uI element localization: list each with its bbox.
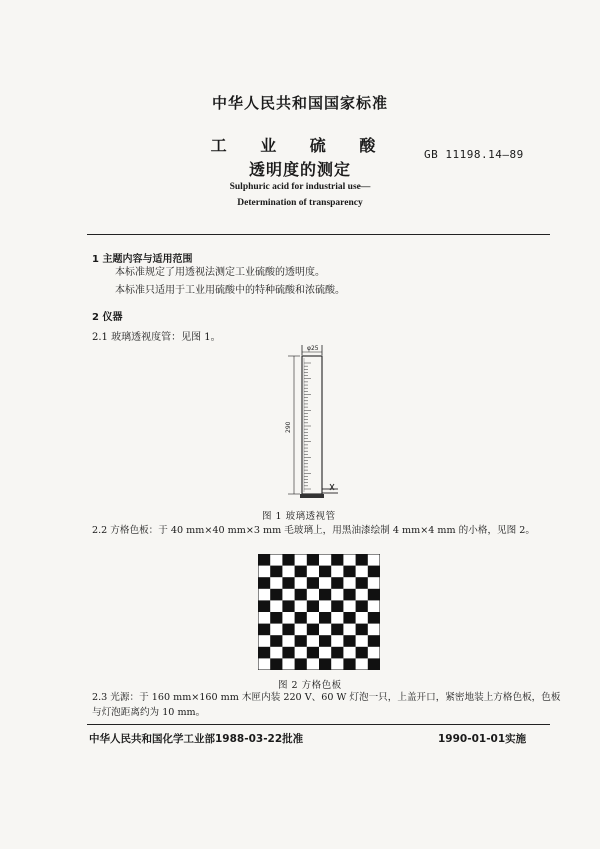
- checkerboard-cell: [319, 566, 331, 578]
- approval-statement: 中华人民共和国化学工业部1988-03-22批准: [89, 733, 304, 745]
- checkerboard-cell: [258, 600, 270, 612]
- checkerboard-cell: [356, 577, 368, 589]
- checkerboard-cell: [270, 612, 282, 624]
- english-title-line2: Determination of transparency: [237, 198, 363, 208]
- checkerboard-cell: [282, 554, 294, 566]
- checkerboard-cell: [307, 624, 319, 636]
- checkerboard-cell: [258, 624, 270, 636]
- checkerboard-cell: [331, 600, 343, 612]
- checkerboard-cell: [270, 635, 282, 647]
- checkerboard-cell: [356, 600, 368, 612]
- checkerboard-cell: [307, 647, 319, 659]
- checkerboard-cell: [295, 589, 307, 601]
- graduation-ticks: [304, 363, 311, 489]
- checkerboard-cell: [270, 566, 282, 578]
- checkerboard-cell: [368, 658, 380, 670]
- figure-2-checkerboard: [258, 554, 380, 670]
- checkerboard-cell: [282, 577, 294, 589]
- checkerboard-cell: [343, 612, 355, 624]
- checkerboard-cell: [282, 600, 294, 612]
- checkerboard-cell: [319, 612, 331, 624]
- checkerboard-cell: [331, 577, 343, 589]
- checkerboard-cell: [368, 612, 380, 624]
- checkerboard-cell: [295, 612, 307, 624]
- checkerboard-cell: [258, 577, 270, 589]
- section-2-heading: 2 仪器: [92, 312, 123, 323]
- checkerboard-cell: [258, 647, 270, 659]
- clause-2-3-line-1: 2.3 光源：于 160 mm×160 mm 木匣内装 220 V、60 W 灯泡一只，上盖开口，紧密地装上方格色板，色板: [92, 692, 561, 703]
- clause-2-2: 2.2 方格色板：于 40 mm×40 mm×3 mm 毛玻璃上，用黑油漆绘制 4 mm×4 mm 的小格，见图 2。: [92, 525, 535, 536]
- clause-2-1: 2.1 玻璃透视度管：见图 1。: [92, 332, 221, 343]
- document-title: 工 业 硫 酸: [210, 136, 390, 155]
- checkerboard-cell: [343, 589, 355, 601]
- footer-divider: [87, 724, 550, 725]
- standard-number: GB 11198.14—89: [424, 148, 524, 161]
- header-divider: [87, 234, 550, 235]
- checkerboard-cell: [307, 600, 319, 612]
- checkerboard-cell: [343, 566, 355, 578]
- figure-2-caption: 图 2 方格色板: [278, 680, 342, 691]
- clause-2-3-line-2: 与灯泡距离约为 10 mm。: [92, 707, 206, 718]
- figure-1-diameter-label: φ25: [307, 345, 319, 352]
- checkerboard-cell: [295, 635, 307, 647]
- checkerboard-cell: [331, 554, 343, 566]
- checkerboard-cell: [282, 624, 294, 636]
- checkerboard-cell: [331, 647, 343, 659]
- english-title-line1: Sulphuric acid for industrial use—: [229, 182, 371, 192]
- checkerboard-cell: [319, 635, 331, 647]
- checkerboard-cell: [258, 554, 270, 566]
- checkerboard-cell: [270, 589, 282, 601]
- section-1-heading: 1 主题内容与适用范围: [92, 254, 193, 265]
- checkerboard-cell: [368, 566, 380, 578]
- figure-1-height-label: 290: [285, 421, 292, 433]
- national-standard-heading: 中华人民共和国国家标准: [211, 94, 388, 112]
- figure-1-tube-drawing: [270, 343, 360, 508]
- checkerboard-cell: [295, 658, 307, 670]
- checkerboard-cell: [368, 589, 380, 601]
- section-1-paragraph-1: 本标准规定了用透视法测定工业硫酸的透明度。: [115, 267, 325, 278]
- checkerboard-cell: [319, 589, 331, 601]
- checkerboard-cell: [356, 624, 368, 636]
- document-subtitle: 透明度的测定: [248, 160, 351, 179]
- figure-1-caption: 图 1 玻璃透视管: [262, 511, 336, 522]
- checkerboard-cell: [307, 577, 319, 589]
- checkerboard-cell: [270, 658, 282, 670]
- checkerboard-cell: [343, 658, 355, 670]
- checkerboard-cell: [295, 566, 307, 578]
- checkerboard-cell: [343, 635, 355, 647]
- section-1-paragraph-2: 本标准只适用于工业用硫酸中的特种硫酸和浓硫酸。: [115, 285, 345, 296]
- checkerboard-cell: [282, 647, 294, 659]
- checkerboard-cell: [356, 554, 368, 566]
- checkerboard-cell: [368, 635, 380, 647]
- checkerboard-cell: [307, 554, 319, 566]
- checkerboard-cell: [319, 658, 331, 670]
- implementation-date: 1990-01-01实施: [438, 733, 527, 745]
- checkerboard-cell: [331, 624, 343, 636]
- checkerboard-cell: [356, 647, 368, 659]
